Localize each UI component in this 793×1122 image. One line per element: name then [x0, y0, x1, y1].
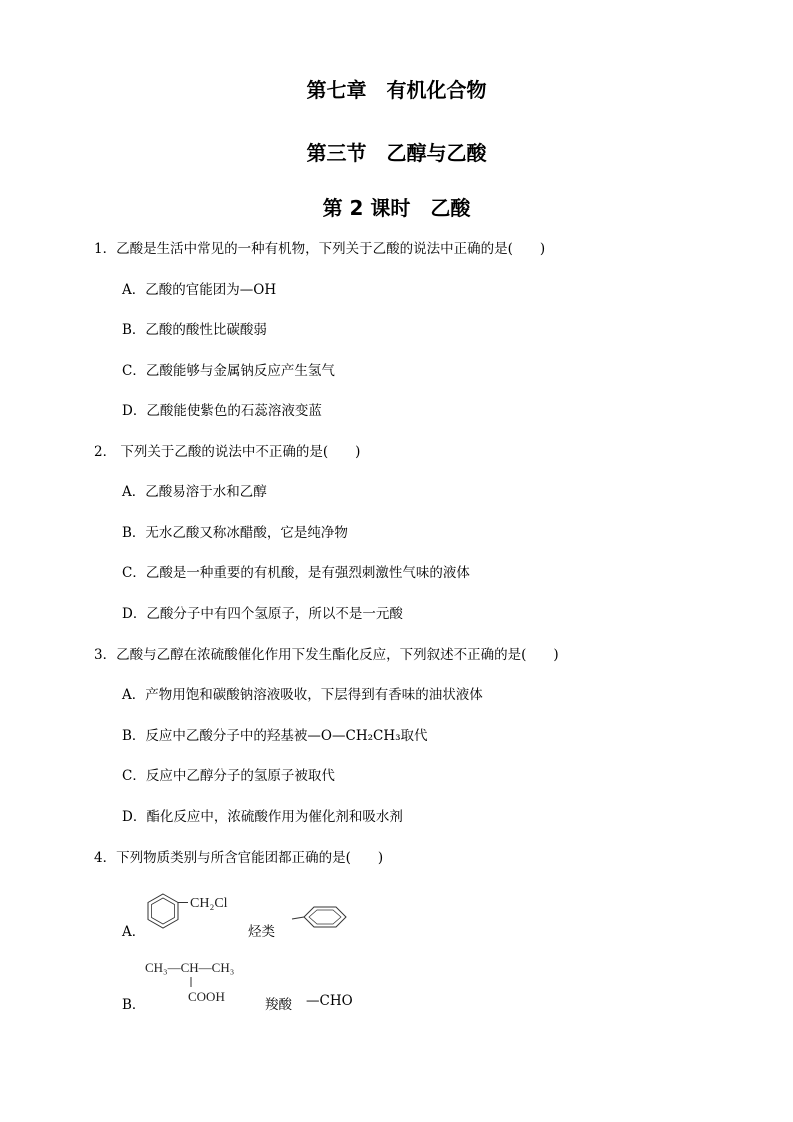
- question-4-stem: 4．下列物质类别与所含官能团都正确的是( ): [94, 850, 384, 866]
- question-1-stem: 1．乙酸是生活中常见的一种有机物，下列关于乙酸的说法中正确的是( ): [94, 241, 546, 257]
- benzyl-chloride-structure: [143, 888, 243, 938]
- question-2-stem: 2． 下列关于乙酸的说法中不正确的是( ): [94, 444, 361, 460]
- section-title: 第三节 乙醇与乙酸: [306, 141, 487, 165]
- question-1-option-c: C．乙酸能够与金属钠反应产生氢气: [122, 363, 335, 379]
- chapter-title: 第七章 有机化合物: [306, 78, 487, 102]
- lesson-title: 第 2 课时 乙酸: [322, 196, 471, 220]
- question-3-option-d: D．酯化反应中，浓硫酸作用为催化剂和吸水剂: [122, 809, 403, 825]
- question-1-option-d: D．乙酸能使紫色的石蕊溶液变蓝: [122, 403, 322, 419]
- question-3-option-c: C．反应中乙醇分子的氢原子被取代: [122, 768, 335, 784]
- question-4-option-b-group: —CHO: [306, 993, 353, 1009]
- question-3-option-a: A．产物用饱和碳酸钠溶液吸收，下层得到有香味的油状液体: [122, 687, 483, 703]
- isobutyric-acid-structure: [145, 958, 265, 1008]
- question-1-option-a: A．乙酸的官能团为—OH: [122, 282, 277, 298]
- question-3-option-b: B．反应中乙酸分子中的羟基被—O—CH₂CH₃取代: [122, 728, 428, 744]
- question-2-option-b: B．无水乙酸又称冰醋酸，它是纯净物: [122, 525, 348, 541]
- question-4-option-a-letter: A．: [122, 924, 146, 940]
- question-2-option-a: A．乙酸易溶于水和乙醇: [122, 484, 267, 500]
- benzene-inner-ring: [152, 898, 175, 924]
- question-1-option-b: B．乙酸的酸性比碳酸弱: [122, 322, 267, 338]
- main-chain: CH₃—CH—CH₃: [145, 960, 235, 975]
- question-2-option-c: C．乙酸是一种重要的有机酸，是有强烈刺激性气味的液体: [122, 565, 470, 581]
- phenyl-group-structure: [290, 899, 360, 939]
- question-4-option-a-category: 烃类: [248, 924, 275, 940]
- ch2cl-group: CH₂Cl: [190, 896, 228, 911]
- carboxyl-branch: COOH: [188, 989, 225, 1004]
- benzene-ring: [148, 894, 178, 928]
- question-4-option-b-category: 羧酸: [265, 997, 292, 1013]
- question-3-stem: 3．乙酸与乙醇在浓硫酸催化作用下发生酯化反应，下列叙述不正确的是( ): [94, 647, 559, 663]
- question-2-option-d: D．乙酸分子中有四个氢原子，所以不是一元酸: [122, 606, 403, 622]
- question-4-option-b-letter: B．: [122, 997, 146, 1013]
